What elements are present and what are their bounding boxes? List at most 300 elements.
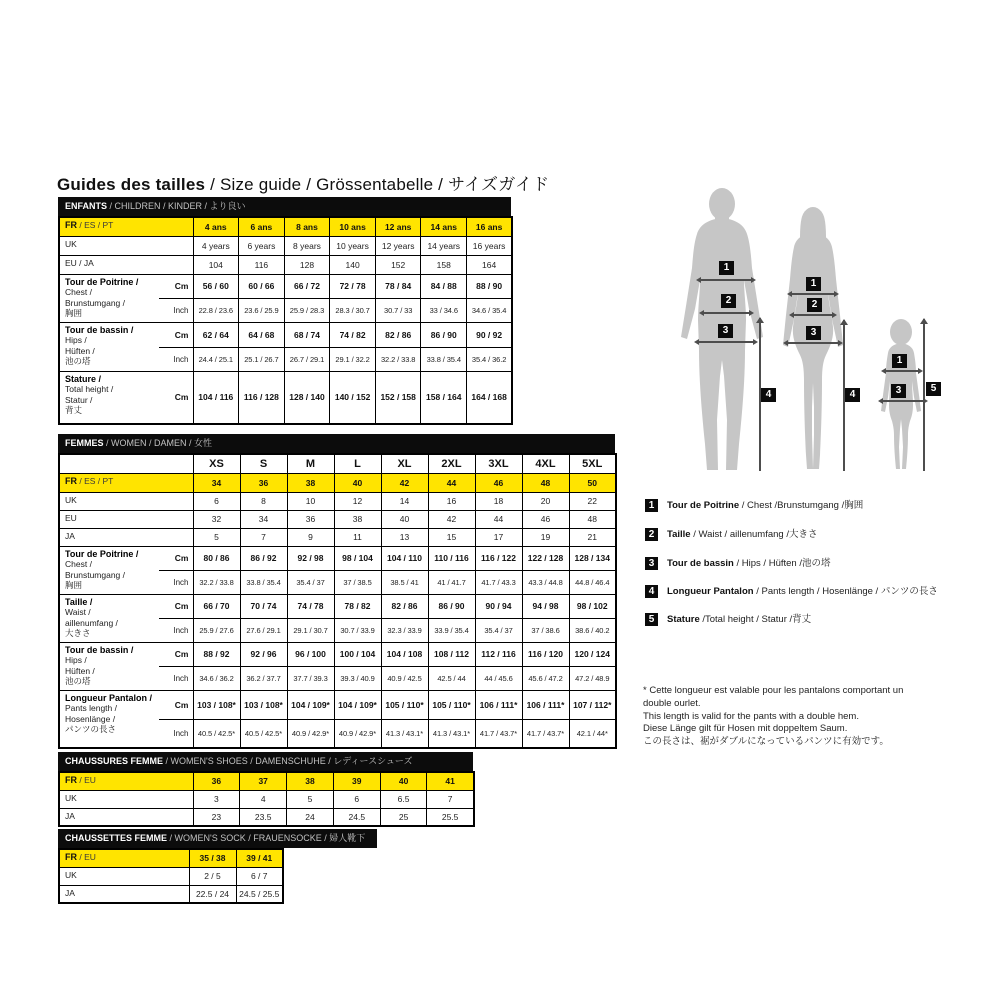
cell: 22.5 / 24 <box>189 885 236 903</box>
shoes-section-header <box>58 752 473 771</box>
cell: 92 / 96 <box>240 642 287 666</box>
cell: 8 ans <box>284 217 330 236</box>
cell: 103 / 108* <box>193 690 240 719</box>
cell: 5XL <box>569 454 616 473</box>
unit-inch: Inch <box>159 666 193 690</box>
cell: 116 / 128 <box>239 371 285 424</box>
cell: 10 <box>287 492 334 510</box>
cell: 14 <box>381 492 428 510</box>
cell: 98 / 102 <box>569 594 616 618</box>
cell: 16 ans <box>467 217 513 236</box>
woman-chest-line <box>792 293 834 295</box>
row-label-fr <box>59 849 189 867</box>
cell: 88 / 90 <box>467 274 513 298</box>
row-label-uk: UK <box>59 236 193 255</box>
cell: 6 years <box>239 236 285 255</box>
cell: S <box>240 454 287 473</box>
cell: 33.8 / 35.4 <box>421 347 467 371</box>
row-label-waist <box>59 594 159 642</box>
cell: 25.9 / 28.3 <box>284 298 330 322</box>
cell: 37 / 38.6 <box>522 618 569 642</box>
row-label-fr <box>59 217 193 236</box>
legend-translations: / Pants length / Hosenlänge / パンツの長さ <box>753 586 938 598</box>
cell: 9 <box>287 528 334 546</box>
cell: 152 / 158 <box>375 371 421 424</box>
child-hips-line <box>883 400 923 402</box>
legend-item-waist <box>645 528 817 542</box>
cell: 140 / 152 <box>330 371 376 424</box>
row-label-uk: UK <box>59 492 193 510</box>
cell: 33.9 / 35.4 <box>428 618 475 642</box>
cell: 29.1 / 30.7 <box>287 618 334 642</box>
cell: 池の塔 <box>65 676 91 686</box>
cell: 40.9 / 42.5 <box>381 666 428 690</box>
cell: 4XL <box>522 454 569 473</box>
children-euja-row <box>59 255 512 274</box>
woman-hips-badge: 3 <box>806 326 821 340</box>
shoes-fr-row <box>59 772 474 790</box>
cell: 14 ans <box>421 217 467 236</box>
row-label-uk: UK <box>59 867 189 885</box>
cell: パンツの長さ <box>65 724 117 734</box>
cell: 66 / 72 <box>284 274 330 298</box>
legend-translations: / Waist / aillenumfang /大きさ <box>690 529 818 541</box>
legend-label: Tour de bassin <box>667 558 734 570</box>
cell: 25.1 / 26.7 <box>239 347 285 371</box>
cell: 105 / 110* <box>428 690 475 719</box>
fr-label: FR <box>65 220 77 230</box>
child-chest-line <box>886 370 918 372</box>
cell: 12 ans <box>375 217 421 236</box>
cell: 35.4 / 36.2 <box>467 347 513 371</box>
cell: 7 <box>240 528 287 546</box>
cell: 42 <box>428 510 475 528</box>
cell: 23 <box>193 808 240 826</box>
man-chest-badge: 1 <box>719 261 734 275</box>
cell: 36 <box>240 473 287 492</box>
unit-cm: Cm <box>159 371 193 424</box>
cell: 14 years <box>421 236 467 255</box>
cell: 50 <box>569 473 616 492</box>
cell: 104 / 109* <box>287 690 334 719</box>
cell: 胸囲 <box>65 308 83 318</box>
cell: 10 years <box>330 236 376 255</box>
cell: 45.6 / 47.2 <box>522 666 569 690</box>
row-label-stature <box>59 371 159 424</box>
cell: aillenumfang / <box>65 617 118 628</box>
cell: 40.9 / 42.9* <box>287 719 334 748</box>
cell: 152 <box>375 255 421 274</box>
cell: 34 <box>240 510 287 528</box>
socks-section-header <box>58 829 377 848</box>
women-shoes-table <box>58 771 475 827</box>
legend-label: Longueur Pantalon <box>667 586 754 598</box>
women-eu-row <box>59 510 616 528</box>
cell: 41.3 / 43.1* <box>428 719 475 748</box>
cell: 37 / 38.5 <box>334 570 381 594</box>
unit-inch: Inch <box>159 618 193 642</box>
cell: 23.5 <box>240 808 287 826</box>
cell: 116 <box>239 255 285 274</box>
unit-cm: Cm <box>159 690 193 719</box>
cell: 105 / 110* <box>381 690 428 719</box>
children-size-table <box>58 216 513 425</box>
cell: 41.3 / 43.1* <box>381 719 428 748</box>
cell: 40 <box>380 772 427 790</box>
legend-badge-2: 2 <box>645 528 658 541</box>
cell: 41 / 41.7 <box>428 570 475 594</box>
women-size-table <box>58 453 617 749</box>
unit-cm: Cm <box>159 546 193 570</box>
cell: Tour de bassin / <box>65 324 134 335</box>
man-pants-length-badge: 4 <box>761 388 776 402</box>
fr-label-rest: / EU <box>77 852 96 862</box>
cell: double ourlet. <box>643 697 701 709</box>
women-header-translations: / WOMEN / DAMEN / 女性 <box>103 438 213 448</box>
cell: 40 <box>381 510 428 528</box>
cell: 12 years <box>375 236 421 255</box>
fr-label: FR <box>65 475 77 486</box>
cell: 10 ans <box>330 217 376 236</box>
women-sizes-row <box>59 454 616 473</box>
cell: 48 <box>522 473 569 492</box>
socks-fr-row <box>59 849 283 867</box>
cell: Waist / <box>65 607 91 617</box>
cell: 103 / 108* <box>240 690 287 719</box>
cell: 26.7 / 29.1 <box>284 347 330 371</box>
cell: 128 <box>284 255 330 274</box>
row-label-ja: JA <box>59 885 189 903</box>
socks-header-main: CHAUSSETTES FEMME <box>65 833 168 843</box>
cell: 44 <box>428 473 475 492</box>
women-ja-row <box>59 528 616 546</box>
cell: 36.2 / 37.7 <box>240 666 287 690</box>
cell: 33.8 / 35.4 <box>240 570 287 594</box>
row-label-fr <box>59 473 193 492</box>
cell: 4 years <box>193 236 239 255</box>
cell: * Cette longueur est valable pour les pantalons comportant un <box>643 685 904 696</box>
cell: 48 <box>569 510 616 528</box>
cell: 74 / 82 <box>330 322 376 347</box>
cell: Hips / <box>65 335 87 345</box>
cell: Diese Länge gilt für Hosen mit doppeltem Saum. <box>643 723 848 735</box>
shoes-uk-row <box>59 790 474 808</box>
cell: 25.5 <box>427 808 474 826</box>
woman-hips-line <box>788 342 838 344</box>
cell: 90 / 94 <box>475 594 522 618</box>
cell: 94 / 98 <box>522 594 569 618</box>
cell: 34.6 / 36.2 <box>193 666 240 690</box>
cell: 39 <box>333 772 380 790</box>
legend-item-chest <box>645 499 863 513</box>
cell: 19 <box>522 528 569 546</box>
cell: Stature / <box>65 373 102 384</box>
shoes-header-main: CHAUSSURES FEMME <box>65 756 164 766</box>
cell: 116 / 122 <box>475 546 522 570</box>
cell: 44 / 45.6 <box>475 666 522 690</box>
children-fr-row <box>59 217 512 236</box>
cell: 42 <box>381 473 428 492</box>
cell: 4 <box>240 790 287 808</box>
cell: 4 ans <box>193 217 239 236</box>
cell: 24.5 / 25.5 <box>236 885 283 903</box>
page-title-main: Guides des tailles <box>57 175 206 194</box>
cell: 100 / 104 <box>334 642 381 666</box>
socks-ja-row <box>59 885 283 903</box>
cell: 41.7 / 43.7* <box>475 719 522 748</box>
unit-inch: Inch <box>159 347 193 371</box>
cell: M <box>287 454 334 473</box>
cell: 39.3 / 40.9 <box>334 666 381 690</box>
cell: 78 / 82 <box>334 594 381 618</box>
cell: 39 / 41 <box>236 849 283 867</box>
women-socks-table <box>58 848 284 904</box>
children-header-main: ENFANTS <box>65 201 108 211</box>
cell: 40.9 / 42.9* <box>334 719 381 748</box>
cell: 20 <box>522 492 569 510</box>
cell: Tour de bassin / <box>65 644 134 655</box>
legend-translations: / Chest /Brunstumgang /胸囲 <box>739 500 864 512</box>
fr-label-rest: / ES / PT <box>77 220 114 230</box>
legend-badge-3: 3 <box>645 557 658 570</box>
woman-waist-badge: 2 <box>807 298 822 312</box>
cell: 21 <box>569 528 616 546</box>
unit-cm: Cm <box>159 594 193 618</box>
cell: 34 <box>193 473 240 492</box>
cell: 32.2 / 33.8 <box>375 347 421 371</box>
cell: 62 / 64 <box>193 322 239 347</box>
cell: 25 <box>380 808 427 826</box>
shoes-ja-row <box>59 808 474 826</box>
cell: 128 / 140 <box>284 371 330 424</box>
unit-cm: Cm <box>159 274 193 298</box>
cell: Longueur Pantalon / <box>65 692 152 703</box>
pants-length-footnote <box>643 685 973 749</box>
row-label-uk: UK <box>59 790 193 808</box>
cell: 74 / 78 <box>287 594 334 618</box>
cell: 38 <box>334 510 381 528</box>
children-stature-row <box>59 371 512 424</box>
cell: 92 / 98 <box>287 546 334 570</box>
cell: 大きさ <box>65 628 91 638</box>
cell: 82 / 86 <box>375 322 421 347</box>
cell: 112 / 116 <box>475 642 522 666</box>
cell: 70 / 74 <box>240 594 287 618</box>
page-title <box>57 170 549 195</box>
cell: 82 / 86 <box>381 594 428 618</box>
cell: Hüften / <box>65 665 95 676</box>
cell: 86 / 92 <box>240 546 287 570</box>
cell: 128 / 134 <box>569 546 616 570</box>
women-pants-cm-row <box>59 690 616 719</box>
cell: 40.5 / 42.5* <box>193 719 240 748</box>
row-label-eu: EU <box>59 510 193 528</box>
cell: 36 <box>193 772 240 790</box>
row-label-hips <box>59 322 159 371</box>
shoes-header-translations: / WOMEN'S SHOES / DAMENSCHUHE / レディースシューズ <box>163 756 413 766</box>
woman-waist-line <box>794 314 832 316</box>
cell: 78 / 84 <box>375 274 421 298</box>
child-height-line <box>923 319 925 471</box>
cell: 66 / 70 <box>193 594 240 618</box>
cell: 8 years <box>284 236 330 255</box>
women-waist-cm-row <box>59 594 616 618</box>
fr-label: FR <box>65 852 77 862</box>
cell: 104 / 110 <box>381 546 428 570</box>
cell: 胸囲 <box>65 580 83 590</box>
cell: Hüften / <box>65 345 95 356</box>
women-hips-cm-row <box>59 642 616 666</box>
cell: 42.5 / 44 <box>428 666 475 690</box>
child-hips-badge: 3 <box>891 384 906 398</box>
cell: 41.7 / 43.3 <box>475 570 522 594</box>
unit-inch: Inch <box>159 298 193 322</box>
man-hips-badge: 3 <box>718 324 733 338</box>
legend-item-pants-length <box>645 585 938 599</box>
fr-label-rest: / ES / PT <box>77 475 114 486</box>
child-chest-badge: 1 <box>892 354 907 368</box>
cell: 38 <box>287 473 334 492</box>
cell: 86 / 90 <box>421 322 467 347</box>
cell: 5 <box>193 528 240 546</box>
cell: 41.7 / 43.7* <box>522 719 569 748</box>
cell: 116 / 120 <box>522 642 569 666</box>
children-header-translations: / CHILDREN / KINDER / より良い <box>107 201 246 211</box>
cell: Chest / <box>65 559 92 569</box>
cell: 6 <box>333 790 380 808</box>
women-section-header <box>58 434 615 453</box>
cell: 15 <box>428 528 475 546</box>
cell: 背丈 <box>65 405 83 415</box>
cell: 122 / 128 <box>522 546 569 570</box>
cell: 140 <box>330 255 376 274</box>
legend-translations: / Hips / Hüften /池の塔 <box>733 558 831 570</box>
cell: 42.1 / 44* <box>569 719 616 748</box>
cell: 16 years <box>467 236 513 255</box>
cell: Brunstumgang / <box>65 297 126 308</box>
legend-item-stature <box>645 613 811 627</box>
legend-label: Stature <box>667 614 700 626</box>
cell: Tour de Poitrine / <box>65 548 139 559</box>
cell: 6 ans <box>239 217 285 236</box>
legend-item-hips <box>645 557 831 571</box>
cell: 36 <box>287 510 334 528</box>
cell: 64 / 68 <box>239 322 285 347</box>
cell: 43.3 / 44.8 <box>522 570 569 594</box>
cell: 6 <box>193 492 240 510</box>
cell: 池の塔 <box>65 356 91 366</box>
cell: L <box>334 454 381 473</box>
cell: 32 <box>193 510 240 528</box>
cell: 106 / 111* <box>522 690 569 719</box>
cell: Hips / <box>65 655 87 665</box>
cell: 86 / 90 <box>428 594 475 618</box>
cell: 104 / 116 <box>193 371 239 424</box>
cell: 29.1 / 32.2 <box>330 347 376 371</box>
cell: 98 / 104 <box>334 546 381 570</box>
children-hips-cm-row <box>59 322 512 347</box>
cell: Statur / <box>65 394 93 405</box>
cell: 41 <box>427 772 474 790</box>
cell: 30.7 / 33 <box>375 298 421 322</box>
children-section-header <box>58 197 511 216</box>
row-label-euja: EU / JA <box>59 255 193 274</box>
cell: 35.4 / 37 <box>475 618 522 642</box>
cell: 24 <box>287 808 334 826</box>
cell: 17 <box>475 528 522 546</box>
page-title-translations: / Size guide / Grössentabelle / サイズガイド <box>205 175 550 194</box>
row-label-pants-length <box>59 690 159 748</box>
cell: 38 <box>287 772 334 790</box>
cell: 38.5 / 41 <box>381 570 428 594</box>
cell: 5 <box>287 790 334 808</box>
women-chest-cm-row <box>59 546 616 570</box>
cell: 106 / 111* <box>475 690 522 719</box>
women-uk-row <box>59 492 616 510</box>
cell: 38.6 / 40.2 <box>569 618 616 642</box>
cell: 80 / 86 <box>193 546 240 570</box>
legend-badge-1: 1 <box>645 499 658 512</box>
socks-header-translations: / WOMEN'S SOCK / FRAUENSOCKE / 婦人靴下 <box>167 833 366 843</box>
cell: 12 <box>334 492 381 510</box>
row-label-ja: JA <box>59 528 193 546</box>
women-header-main: FEMMES <box>65 438 104 448</box>
cell: Tour de Poitrine / <box>65 276 139 287</box>
cell: 35 / 38 <box>189 849 236 867</box>
cell: 16 <box>428 492 475 510</box>
cell: 46 <box>522 510 569 528</box>
row-label-hips <box>59 642 159 690</box>
cell: Pants length / <box>65 703 117 713</box>
cell: Taille / <box>65 596 93 607</box>
cell: 6 / 7 <box>236 867 283 885</box>
cell: 6.5 <box>380 790 427 808</box>
cell: 108 / 112 <box>428 642 475 666</box>
legend-badge-5: 5 <box>645 613 658 626</box>
cell: 18 <box>475 492 522 510</box>
cell: Total height / <box>65 384 114 394</box>
man-hips-line <box>699 341 753 343</box>
cell: 2 / 5 <box>189 867 236 885</box>
row-label-ja: JA <box>59 808 193 826</box>
cell: 3XL <box>475 454 522 473</box>
cell: 32.3 / 33.9 <box>381 618 428 642</box>
woman-chest-badge: 1 <box>806 277 821 291</box>
cell: 37.7 / 39.3 <box>287 666 334 690</box>
cell: 72 / 78 <box>330 274 376 298</box>
cell: This length is valid for the pants with a double hem. <box>643 710 859 722</box>
cell: 24.4 / 25.1 <box>193 347 239 371</box>
legend-translations: /Total height / Statur /背丈 <box>699 614 812 626</box>
cell: 3 <box>193 790 240 808</box>
cell: 164 <box>467 255 513 274</box>
cell: 107 / 112* <box>569 690 616 719</box>
cell: 44.8 / 46.4 <box>569 570 616 594</box>
cell: 46 <box>475 473 522 492</box>
cell: 33 / 34.6 <box>421 298 467 322</box>
cell: 44 <box>475 510 522 528</box>
row-label-empty <box>59 454 193 473</box>
cell: 13 <box>381 528 428 546</box>
cell: この長さは、裾がダブルになっているパンツに有効です。 <box>643 736 889 748</box>
cell: 11 <box>334 528 381 546</box>
cell: 7 <box>427 790 474 808</box>
cell: 40.5 / 42.5* <box>240 719 287 748</box>
cell: 30.7 / 33.9 <box>334 618 381 642</box>
cell: 104 <box>193 255 239 274</box>
cell: 68 / 74 <box>284 322 330 347</box>
cell: 32.2 / 33.8 <box>193 570 240 594</box>
